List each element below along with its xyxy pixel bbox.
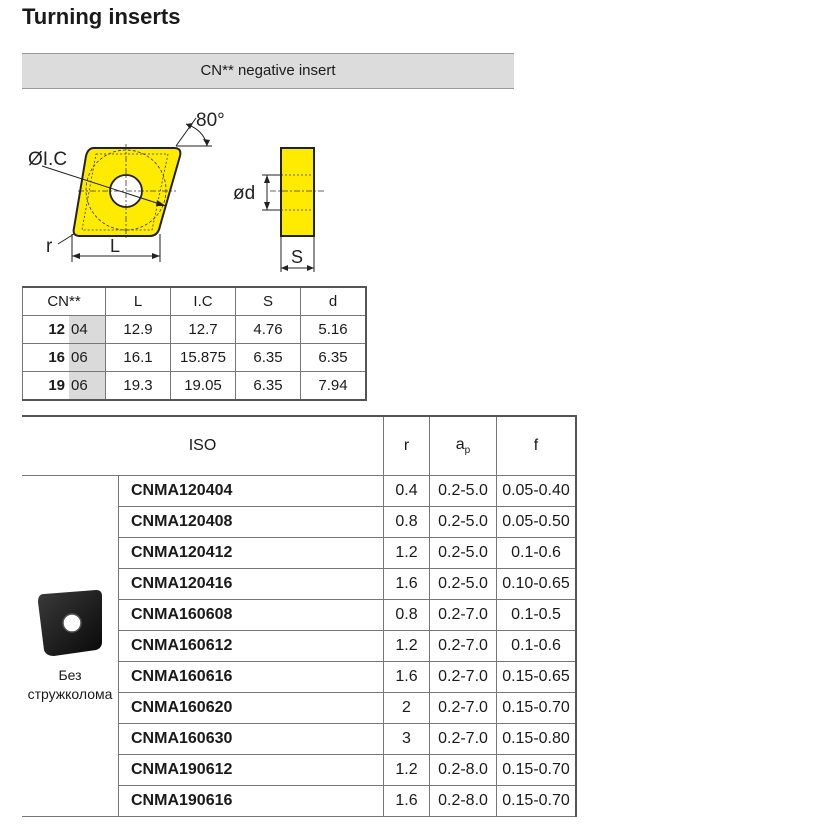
diameter-label: ød: [233, 183, 256, 204]
cell-f: 0.15-0.80: [497, 724, 577, 755]
iso-code: CNMA190616: [119, 786, 384, 817]
cell-d: 7.94: [301, 372, 367, 401]
cell-r: 1.6: [384, 786, 430, 817]
cell-f: 0.05-0.50: [497, 507, 577, 538]
cell-r: 1.2: [384, 631, 430, 662]
section-header: CN** negative insert: [22, 53, 514, 89]
cell-ap: 0.2-5.0: [430, 569, 497, 600]
cell-ap: 0.2-5.0: [430, 538, 497, 569]
insert-caption-line2: стружколома: [27, 686, 113, 702]
thickness-code: 06: [69, 344, 106, 372]
cell-r: 3: [384, 724, 430, 755]
page-title: Turning inserts: [22, 4, 181, 29]
cell-s: 4.76: [236, 316, 301, 344]
header-cn: CN**: [23, 287, 106, 316]
black-insert-icon: [32, 588, 108, 658]
thickness-label: S: [291, 247, 304, 267]
cell-l: 12.9: [106, 316, 171, 344]
cell-ap: 0.2-8.0: [430, 786, 497, 817]
cell-r: 0.4: [384, 476, 430, 507]
length-label: L: [110, 236, 121, 256]
cell-r: 2: [384, 693, 430, 724]
radius-label: r: [46, 236, 53, 257]
cell-ap: 0.2-7.0: [430, 600, 497, 631]
iso-table: [22, 415, 577, 817]
iso-code: CNMA160608: [119, 600, 384, 631]
cell-ic: 19.05: [171, 372, 236, 401]
cell-f: 0.15-0.65: [497, 662, 577, 693]
iso-code: CNMA160612: [119, 631, 384, 662]
cell-ap: 0.2-7.0: [430, 724, 497, 755]
cell-ic: 12.7: [171, 316, 236, 344]
header-s: S: [236, 287, 301, 316]
cell-f: 0.05-0.40: [497, 476, 577, 507]
cell-f: 0.15-0.70: [497, 755, 577, 786]
cell-f: 0.1-0.6: [497, 538, 577, 569]
cell-ap: 0.2-7.0: [430, 631, 497, 662]
cell-ap: 0.2-7.0: [430, 662, 497, 693]
insert-side-view: [281, 148, 314, 236]
insert-image-cell: [22, 476, 119, 817]
header-r: r: [384, 416, 430, 476]
angle-label: 80°: [196, 110, 225, 131]
header-ap: $a_p$: [430, 416, 497, 476]
cell-f: 0.10-0.65: [497, 569, 577, 600]
iso-code: CNMA120404: [119, 476, 384, 507]
cell-f: 0.15-0.70: [497, 786, 577, 817]
cell-ap: 0.2-7.0: [430, 693, 497, 724]
table-row: [23, 372, 367, 401]
header-ic: I.C: [171, 287, 236, 316]
iso-code: CNMA160620: [119, 693, 384, 724]
iso-code: CNMA120408: [119, 507, 384, 538]
cell-s: 6.35: [236, 344, 301, 372]
cell-ic: 15.875: [171, 344, 236, 372]
header-d: d: [301, 287, 367, 316]
cell-l: 19.3: [106, 372, 171, 401]
size-code: 19: [23, 372, 70, 401]
iso-code: CNMA190612: [119, 755, 384, 786]
header-f: f: [497, 416, 577, 476]
iso-code: CNMA120416: [119, 569, 384, 600]
cell-f: 0.1-0.6: [497, 631, 577, 662]
header-l: L: [106, 287, 171, 316]
cell-d: 5.16: [301, 316, 367, 344]
iso-code: CNMA160616: [119, 662, 384, 693]
ic-label: ØI.C: [28, 149, 68, 170]
cell-d: 6.35: [301, 344, 367, 372]
iso-code: CNMA160630: [119, 724, 384, 755]
cell-ap: 0.2-5.0: [430, 476, 497, 507]
dimension-table: [22, 286, 367, 401]
cell-l: 16.1: [106, 344, 171, 372]
table-row: [22, 476, 576, 507]
cell-r: 0.8: [384, 507, 430, 538]
header-iso: ISO: [22, 416, 384, 476]
insert-caption-line1: Без: [58, 667, 82, 683]
cell-r: 0.8: [384, 600, 430, 631]
insert-diagram: [0, 95, 360, 280]
table-row: [23, 316, 367, 344]
cell-r: 1.6: [384, 662, 430, 693]
cell-f: 0.1-0.5: [497, 600, 577, 631]
cell-r: 1.2: [384, 755, 430, 786]
size-code: 16: [23, 344, 70, 372]
thickness-code: 06: [69, 372, 106, 401]
cell-ap: 0.2-5.0: [430, 507, 497, 538]
thickness-code: 04: [69, 316, 106, 344]
size-code: 12: [23, 316, 70, 344]
cell-f: 0.15-0.70: [497, 693, 577, 724]
cell-s: 6.35: [236, 372, 301, 401]
table-row: [23, 344, 367, 372]
cell-r: 1.2: [384, 538, 430, 569]
cell-ap: 0.2-8.0: [430, 755, 497, 786]
cell-r: 1.6: [384, 569, 430, 600]
iso-code: CNMA120412: [119, 538, 384, 569]
